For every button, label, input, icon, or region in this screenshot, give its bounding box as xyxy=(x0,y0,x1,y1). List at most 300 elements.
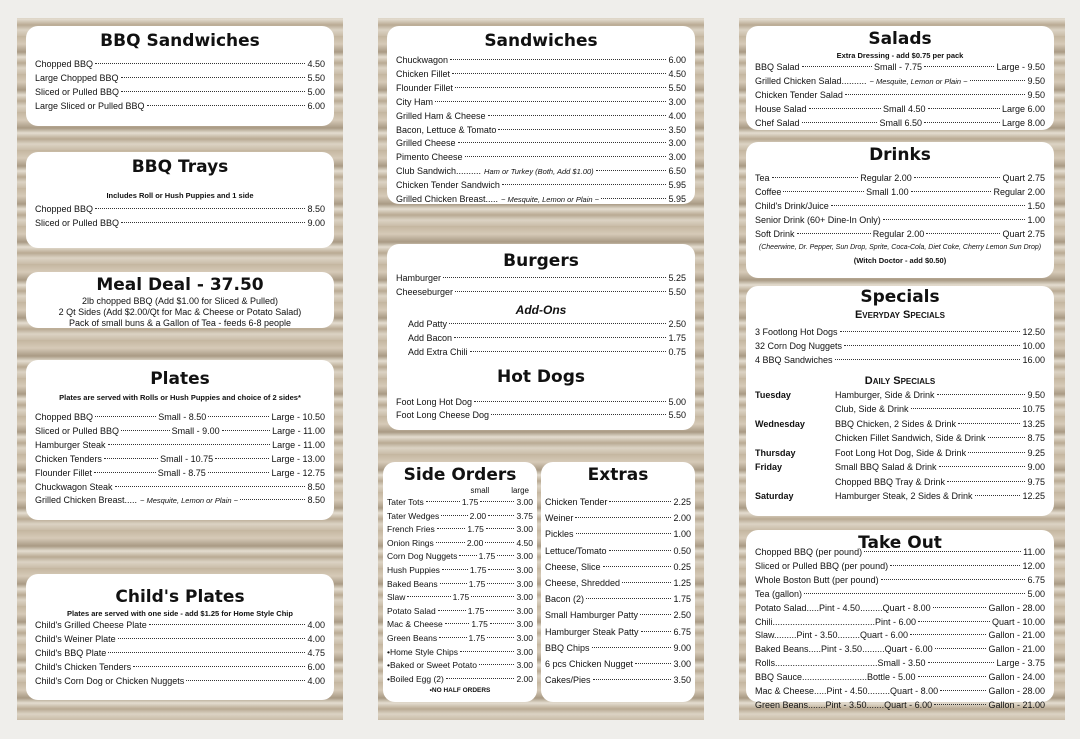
menu-item-row xyxy=(545,526,691,542)
take-out-title: Take Out xyxy=(858,533,942,553)
leader-dots xyxy=(121,430,170,431)
menu-item-price: 6.50 xyxy=(668,166,686,177)
meal-deal-line-1: 2lb chopped BBQ (Add $1.00 for Sliced & Pulled) xyxy=(81,296,279,306)
leader-dots xyxy=(479,664,515,665)
drinks-note-2: (Witch Doctor - add $0.50) xyxy=(853,255,947,265)
menu-item-price: Large - 9.50 xyxy=(996,62,1046,72)
leader-dots xyxy=(622,582,671,583)
daily-special-price: 8.75 xyxy=(1027,433,1045,444)
plate-row xyxy=(35,453,325,467)
side-order-large-price: 3.00 xyxy=(516,605,533,616)
plate-large-price: Large - 12.75 xyxy=(271,467,326,478)
menu-item-row xyxy=(396,165,686,179)
menu-item-name: Foot Long Cheese Dog xyxy=(396,410,490,421)
meal-deal-title: Meal Deal - 37.50 xyxy=(96,275,264,295)
leader-dots xyxy=(586,598,671,599)
side-order-name: Corn Dog Nuggets xyxy=(387,551,458,562)
menu-item-price: 0.25 xyxy=(673,561,691,572)
leader-dots xyxy=(441,515,467,516)
menu-item-price: 4.50 xyxy=(307,59,325,69)
menu-item-row xyxy=(545,543,691,559)
leader-dots xyxy=(968,452,1025,453)
leader-dots xyxy=(491,414,666,415)
menu-item-row xyxy=(755,214,1045,228)
burgers-card xyxy=(387,244,695,430)
menu-item-price: 3.50 xyxy=(668,124,686,135)
daily-special-price: 10.75 xyxy=(1022,404,1045,415)
leader-dots xyxy=(442,569,468,570)
leader-dots xyxy=(455,87,666,88)
side-order-row xyxy=(387,659,533,673)
side-order-name: Hush Puppies xyxy=(387,564,440,575)
daily-special-price: 9.00 xyxy=(1027,462,1045,473)
plate-large-price: 8.50 xyxy=(307,495,325,506)
side-order-large-price: 3.00 xyxy=(516,646,533,657)
leader-dots xyxy=(439,637,466,638)
menu-item-price: 1.25 xyxy=(673,578,691,589)
leader-dots xyxy=(452,73,666,74)
leader-dots xyxy=(958,423,1020,424)
menu-item-name: BBQ Chips xyxy=(545,642,590,653)
sandwiches-title: Sandwiches xyxy=(484,31,598,51)
menu-item-row xyxy=(35,217,325,231)
side-order-small-price: 1.75 xyxy=(467,605,485,616)
leader-dots xyxy=(133,666,305,667)
menu-item-row xyxy=(396,54,686,68)
side-order-large-price: 3.00 xyxy=(516,592,533,603)
side-order-row xyxy=(387,646,533,660)
side-order-name: Baked Beans xyxy=(387,578,438,589)
leader-dots xyxy=(460,651,514,652)
leader-dots xyxy=(486,610,514,611)
side-orders-large-header: large xyxy=(511,486,529,495)
daily-special-desc: Chopped BBQ Tray & Drink xyxy=(835,476,946,487)
menu-item-row xyxy=(755,574,1045,588)
salads-subtitle: Extra Dressing - add $0.75 per pack xyxy=(836,51,964,60)
menu-item-name: Club Sandwich.......... xyxy=(396,166,482,177)
side-order-row xyxy=(387,632,533,646)
side-order-row xyxy=(387,673,533,687)
leader-dots xyxy=(910,634,986,635)
leader-dots xyxy=(783,191,864,192)
leader-dots xyxy=(576,533,672,534)
leader-dots xyxy=(911,191,992,192)
leader-dots xyxy=(918,676,987,677)
daily-special-row xyxy=(755,446,1045,461)
meal-deal-line-3: Pack of small buns & a Gallon of Tea - feeds 6-8 people xyxy=(69,318,291,328)
leader-dots xyxy=(926,233,1000,234)
bbq-sandwiches-title: BBQ Sandwiches xyxy=(100,31,260,51)
leader-dots xyxy=(864,551,1021,552)
daily-special-desc: BBQ Chicken, 2 Sides & Drink xyxy=(835,418,957,429)
leader-dots xyxy=(934,704,986,705)
menu-item-row xyxy=(755,643,1045,657)
side-order-small-price: 1.75 xyxy=(468,578,486,589)
leader-dots xyxy=(438,610,466,611)
side-order-large-price: 3.00 xyxy=(516,660,533,671)
leader-dots xyxy=(881,579,1026,580)
side-order-large-price: 2.00 xyxy=(516,673,533,684)
menu-item-row xyxy=(755,588,1045,602)
daily-specials-title: Daily Specials xyxy=(864,374,936,387)
daily-special-desc: Chicken Fillet Sandwich, Side & Drink xyxy=(835,433,986,444)
menu-item-row xyxy=(35,86,325,100)
menu-item-name: Add Bacon xyxy=(408,332,453,343)
menu-item-row xyxy=(755,354,1045,368)
plate-row xyxy=(35,467,325,481)
plate-note: ~ Mesquite, Lemon or Plain ~ xyxy=(140,496,239,506)
menu-item-row xyxy=(755,75,1045,89)
leader-dots xyxy=(465,156,667,157)
menu-item-price: Large 6.00 xyxy=(1001,103,1045,114)
leader-dots xyxy=(186,680,305,681)
plate-small-price: Small - 10.75 xyxy=(160,453,214,464)
leader-dots xyxy=(121,91,305,92)
menu-item-row xyxy=(545,640,691,656)
side-order-large-price: 3.00 xyxy=(516,497,534,507)
daily-special-row xyxy=(755,489,1045,504)
side-order-row xyxy=(387,537,533,551)
leader-dots xyxy=(407,596,450,597)
menu-item-price: 5.50 xyxy=(668,82,686,93)
leader-dots xyxy=(835,359,1021,360)
leader-dots xyxy=(804,593,1025,594)
menu-item-price: Quart 2.75 xyxy=(1002,228,1045,239)
leader-dots xyxy=(924,122,1000,123)
leader-dots xyxy=(454,337,666,338)
menu-item-name: Hamburger Steak Patty xyxy=(545,626,639,637)
plates-subtitle: Plates are served with Rolls or Hush Puppies and choice of 2 sides* xyxy=(59,393,301,402)
leader-dots xyxy=(436,542,465,543)
side-order-small-price: 1.75 xyxy=(467,524,484,535)
sandwiches-card xyxy=(387,26,695,204)
menu-item-row xyxy=(35,203,325,217)
menu-item-row xyxy=(755,89,1045,103)
menu-item-row xyxy=(396,396,686,410)
leader-dots xyxy=(121,77,306,78)
daily-special-day: Thursday xyxy=(755,447,796,458)
leader-dots xyxy=(502,184,667,185)
menu-item-price: 3.50 xyxy=(673,675,691,686)
leader-dots xyxy=(455,291,666,292)
daily-special-desc: Club, Side & Drink xyxy=(835,404,909,415)
menu-item-row xyxy=(396,82,686,96)
plate-name: Sliced or Pulled BBQ xyxy=(35,425,120,436)
daily-special-price: 9.50 xyxy=(1027,389,1045,400)
leader-dots xyxy=(609,550,672,551)
menu-item-price: 5.95 xyxy=(668,194,686,205)
childs-plates-title: Child's Plates xyxy=(115,587,245,607)
menu-item-row xyxy=(755,61,1045,75)
menu-item-price: 9.00 xyxy=(307,217,325,228)
menu-item-row xyxy=(755,117,1045,131)
leader-dots xyxy=(487,637,514,638)
leader-dots xyxy=(975,495,1021,496)
daily-special-price: 9.25 xyxy=(1027,447,1045,458)
menu-item-name: Chicken Tender Salad xyxy=(755,89,843,100)
leader-dots xyxy=(471,596,514,597)
menu-item-price: 1.00 xyxy=(673,529,691,540)
extras-card xyxy=(541,462,695,702)
menu-item-row xyxy=(35,100,325,114)
menu-item-price: 5.25 xyxy=(668,273,686,283)
daily-special-desc: Foot Long Hot Dog, Side & Drink xyxy=(835,447,967,458)
side-order-small-price: 1.75 xyxy=(471,619,488,630)
menu-item-name: Rolls.........................................Small - 3.50 xyxy=(755,658,926,669)
daily-special-row xyxy=(755,417,1045,432)
menu-item-mid-price: Small 4.50 xyxy=(882,103,926,114)
leader-dots xyxy=(486,528,515,529)
hot-dogs-title: Hot Dogs xyxy=(496,366,586,387)
leader-dots xyxy=(809,108,881,109)
menu-item-price: 4.00 xyxy=(668,110,686,121)
leader-dots xyxy=(596,170,667,171)
daily-special-desc-line xyxy=(835,431,1045,446)
burgers-list xyxy=(396,272,686,300)
meal-deal-card xyxy=(26,272,334,328)
side-order-small-price: 1.75 xyxy=(461,497,479,507)
plate-small-price: Small - 8.75 xyxy=(157,467,206,478)
leader-dots xyxy=(940,690,986,691)
leader-dots xyxy=(445,623,470,624)
side-order-row xyxy=(387,591,533,605)
menu-item-row xyxy=(755,228,1045,242)
menu-item-price: 1.00 xyxy=(1027,214,1045,225)
plate-large-price: Large - 11.00 xyxy=(272,439,325,450)
menu-item-note: ~ Mesquite, Lemon or Plain ~ xyxy=(869,76,968,86)
side-order-large-price: 3.75 xyxy=(516,510,534,521)
menu-item-price: 9.50 xyxy=(1027,89,1045,100)
menu-item-name: Grilled Ham & Cheese xyxy=(396,110,486,121)
menu-item-price: Quart - 10.00 xyxy=(991,616,1045,627)
menu-item-name: 3 Footlong Hot Dogs xyxy=(755,327,838,337)
leader-dots xyxy=(935,648,987,649)
menu-item-name: Child's Chicken Tenders xyxy=(35,661,132,672)
specials-title: Specials xyxy=(860,287,940,307)
plates-list xyxy=(35,411,325,508)
menu-item-row xyxy=(408,346,686,360)
leader-dots xyxy=(449,323,666,324)
daily-special-day: Wednesday xyxy=(755,418,805,429)
menu-item-name: Baked Beans.....Pint - 3.50.........Quart - 6.00 xyxy=(755,644,933,655)
daily-special-row xyxy=(755,475,1045,490)
daily-special-day xyxy=(755,475,835,490)
side-order-small-price: 1.75 xyxy=(468,632,486,643)
menu-item-row xyxy=(545,624,691,640)
side-order-row xyxy=(387,550,533,564)
daily-special-desc: Small BBQ Salad & Drink xyxy=(835,462,937,473)
menu-item-row xyxy=(755,616,1045,630)
daily-special-row xyxy=(755,388,1045,403)
plate-name: Grilled Chicken Breast..... xyxy=(35,495,138,506)
menu-item-price: Large 8.00 xyxy=(1001,117,1046,128)
menu-item-row xyxy=(408,332,686,346)
leader-dots xyxy=(488,515,514,516)
menu-item-name: Lettuce/Tomato xyxy=(545,545,607,556)
burgers-title: Burgers xyxy=(503,251,579,271)
daily-special-desc-line xyxy=(835,388,1045,403)
menu-item-name: Grilled Chicken Breast..... xyxy=(396,194,499,205)
drinks-title: Drinks xyxy=(869,145,931,165)
menu-item-name: Chef Salad xyxy=(755,117,800,128)
menu-item-price: 6.00 xyxy=(668,55,686,65)
menu-item-row xyxy=(408,318,686,332)
daily-special-row xyxy=(755,460,1045,475)
side-orders-list xyxy=(387,496,533,686)
side-order-row xyxy=(387,510,533,524)
drinks-card xyxy=(746,142,1054,278)
plate-large-price: 8.50 xyxy=(307,481,325,492)
leader-dots xyxy=(772,177,859,178)
menu-item-name: 6 pcs Chicken Nugget xyxy=(545,659,634,670)
menu-item-name: Large Chopped BBQ xyxy=(35,72,119,83)
menu-item-price: 11.00 xyxy=(1023,547,1045,557)
side-order-row xyxy=(387,605,533,619)
extras-list xyxy=(545,494,691,688)
menu-item-row xyxy=(755,657,1045,671)
leader-dots xyxy=(458,142,667,143)
menu-item-name: Tea (gallon) xyxy=(755,588,803,599)
leader-dots xyxy=(802,66,872,67)
menu-item-price: 3.00 xyxy=(668,138,686,149)
menu-item-row xyxy=(545,510,691,526)
menu-item-price: 9.00 xyxy=(673,642,691,653)
menu-item-name: Child's Weiner Plate xyxy=(35,633,116,644)
leader-dots xyxy=(498,129,666,130)
menu-item-row xyxy=(755,629,1045,643)
menu-item-row xyxy=(35,647,325,661)
leader-dots xyxy=(911,408,1021,409)
leader-dots xyxy=(95,63,305,64)
leader-dots xyxy=(437,528,466,529)
menu-item-mid-price: Regular 2.00 xyxy=(872,228,925,239)
sandwiches-list xyxy=(396,54,686,207)
side-order-name: Green Beans xyxy=(387,632,438,643)
leader-dots xyxy=(440,583,467,584)
menu-item-name: 4 BBQ Sandwiches xyxy=(755,354,833,365)
daily-special-desc: Hamburger Steak, 2 Sides & Drink xyxy=(835,491,973,502)
menu-item-price: 16.00 xyxy=(1022,354,1045,365)
menu-item-name: Whole Boston Butt (per pound) xyxy=(755,574,879,585)
menu-item-name: Weiner xyxy=(545,513,574,524)
leader-dots xyxy=(435,101,666,102)
menu-item-name: Child's Grilled Cheese Plate xyxy=(35,620,147,630)
salads-list xyxy=(755,61,1045,131)
daily-special-desc-line xyxy=(835,417,1045,432)
leader-dots xyxy=(802,122,878,123)
daily-special-price: 13.25 xyxy=(1022,418,1045,429)
menu-item-name: Child's BBQ Plate xyxy=(35,647,107,658)
plate-large-price: Large - 13.00 xyxy=(271,453,326,464)
side-orders-card xyxy=(383,462,537,702)
menu-item-row xyxy=(755,602,1045,616)
menu-item-name: Chicken Fillet xyxy=(396,68,451,79)
side-order-name: •Boiled Egg (2) xyxy=(387,673,444,684)
menu-item-name: House Salad xyxy=(755,103,807,114)
menu-item-row xyxy=(396,137,686,151)
leader-dots xyxy=(603,566,672,567)
plate-name: Flounder Fillet xyxy=(35,467,93,478)
leader-dots xyxy=(928,108,1000,109)
hot-dogs-list xyxy=(396,396,686,424)
menu-item-price: 5.00 xyxy=(668,396,686,407)
menu-item-name: 32 Corn Dog Nuggets xyxy=(755,340,843,351)
leader-dots xyxy=(890,565,1020,566)
side-order-name: Tater Wedges xyxy=(387,510,440,521)
menu-item-name: Bacon, Lettuce & Tomato xyxy=(396,124,497,135)
daily-special-desc: Hamburger, Side & Drink xyxy=(835,389,935,400)
menu-item-price: 5.00 xyxy=(307,86,325,97)
menu-item-mid-price: Regular 2.00 xyxy=(860,173,912,183)
plate-small-price: Small - 9.00 xyxy=(171,425,220,436)
side-order-name: Mac & Cheese xyxy=(387,619,443,630)
drinks-note: (Cheerwine, Dr. Pepper, Sun Drop, Sprite, Coca-Cola, Diet Coke, Cherry Lemon Sun Drop) xyxy=(758,243,1042,251)
leader-dots xyxy=(474,401,666,402)
menu-item-name: Pimento Cheese xyxy=(396,152,463,163)
daily-special-desc-line xyxy=(835,402,1045,417)
leader-dots xyxy=(459,555,476,556)
leader-dots xyxy=(95,208,305,209)
daily-special-day: Saturday xyxy=(755,491,794,502)
side-order-large-price: 3.00 xyxy=(516,524,533,535)
leader-dots xyxy=(215,458,269,459)
menu-item-price: 5.50 xyxy=(668,286,686,297)
menu-item-price: 1.75 xyxy=(673,594,691,605)
bbq-trays-list xyxy=(35,203,325,231)
menu-item-price: 9.50 xyxy=(1027,75,1045,86)
menu-item-price: 5.00 xyxy=(1027,588,1045,599)
menu-item-name: Soft Drink xyxy=(755,228,795,239)
menu-item-note: ~ Mesquite, Lemon or Plain ~ xyxy=(501,195,600,205)
menu-item-name: City Ham xyxy=(396,96,434,107)
menu-item-price: 1.75 xyxy=(668,332,686,343)
plate-name: Chopped BBQ xyxy=(35,412,94,422)
menu-item-row xyxy=(396,193,686,207)
menu-item-row xyxy=(35,661,325,675)
daily-special-row xyxy=(755,402,1045,417)
menu-item-row xyxy=(35,675,325,689)
daily-special-day xyxy=(755,431,835,446)
daily-special-day: Tuesday xyxy=(755,389,791,400)
side-order-large-price: 4.50 xyxy=(516,537,533,548)
leader-dots xyxy=(115,486,306,487)
side-order-row xyxy=(387,618,533,632)
menu-item-row xyxy=(755,560,1045,574)
side-order-row xyxy=(387,578,533,592)
childs-plates-subtitle: Plates are served with one side - add $1.25 for Home Style Chip xyxy=(67,609,293,618)
side-order-name: French Fries xyxy=(387,524,435,535)
menu-item-price: 5.50 xyxy=(668,410,686,421)
leader-dots xyxy=(592,647,672,648)
leader-dots xyxy=(450,59,666,60)
leader-dots xyxy=(635,663,671,664)
daily-special-price: 12.25 xyxy=(1022,491,1045,502)
menu-item-name: Foot Long Hot Dog xyxy=(396,396,473,407)
menu-item-mid-price: Small - 7.75 xyxy=(873,62,923,72)
leader-dots xyxy=(641,631,672,632)
leader-dots xyxy=(488,569,514,570)
leader-dots xyxy=(928,662,995,663)
leader-dots xyxy=(883,219,1026,220)
menu-item-price: 4.00 xyxy=(307,633,325,644)
menu-item-name: Slaw.........Pint - 3.50.........Quart - 6.00 xyxy=(755,630,909,641)
plate-large-price: Large - 10.50 xyxy=(271,412,325,422)
menu-item-name: Green Beans.......Pint - 3.50.......Quart - 6.00 xyxy=(755,699,933,710)
leader-dots xyxy=(575,517,671,518)
leader-dots xyxy=(918,621,990,622)
menu-item-price: 2.00 xyxy=(673,513,691,524)
menu-item-name: Add Patty xyxy=(408,318,448,329)
